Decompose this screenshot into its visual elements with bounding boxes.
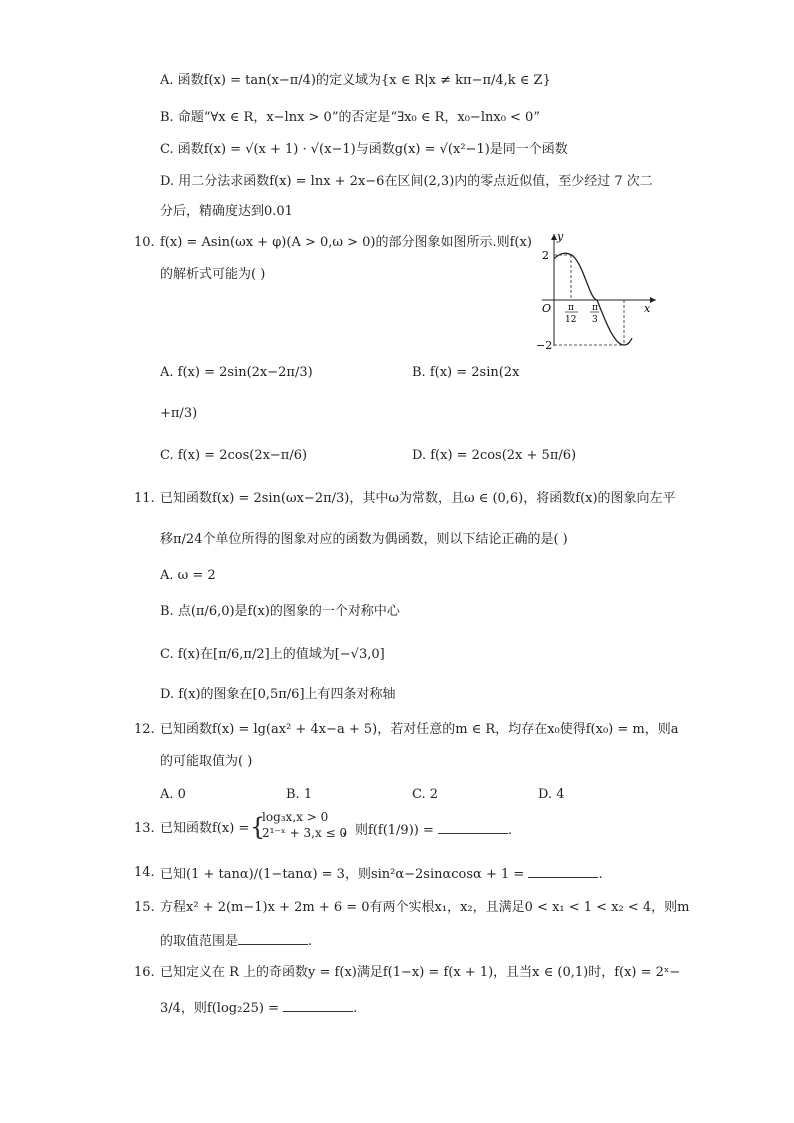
q16-answer-blank[interactable] xyxy=(283,998,353,1012)
q14-answer-blank[interactable] xyxy=(528,864,598,878)
q10-option-a: A. f(x) = 2sin(2x−2π/3) xyxy=(160,365,313,380)
q12-option-d: D. 4 xyxy=(538,787,565,802)
q12-stem-line1: 已知函数f(x) = lg(ax² + 4x−a + 5)，若对任意的m ∈ R，均存在x₀使得f(x₀) = m，则a xyxy=(160,722,679,737)
q13-stem-start: 已知函数f(x) = xyxy=(160,821,250,836)
graph-origin-label: O xyxy=(542,302,552,315)
q14-stem xyxy=(160,864,603,884)
q16-period: . xyxy=(353,1001,358,1016)
q15-stem-line2 xyxy=(160,931,312,951)
q13-period: . xyxy=(508,823,513,838)
q14-number: 14. xyxy=(134,865,155,880)
q16-stem-line2 xyxy=(160,998,357,1018)
graph-tick2-num: π xyxy=(592,303,598,313)
q16-stem-line1: 已知定义在 R 上的奇函数y = f(x)满足f(1−x) = f(x + 1)，且当x ∈ (0,1)时，f(x) = 2ˣ− xyxy=(160,965,681,980)
q10-option-d: D. f(x) = 2cos(2x + 5π/6) xyxy=(412,448,577,463)
q13-case2: 2¹⁻ˣ + 3,x ≤ 0 xyxy=(262,826,348,840)
q10-stem-line1: f(x) = Asin(ωx + φ)(A > 0,ω > 0)的部分图象如图所示.则f(x) xyxy=(160,235,532,250)
q16-stem-text: 3/4，则f(log₂25) = xyxy=(160,1001,279,1016)
q10-number: 10. xyxy=(134,235,155,250)
graph-y-label: y xyxy=(557,230,564,243)
q12-option-a: A. 0 xyxy=(160,787,186,802)
q9-option-c: C. 函数f(x) = √(x + 1) · √(x−1)与函数g(x) = √(x²−1)是同一个函数 xyxy=(160,142,568,157)
graph-tick2-den: 3 xyxy=(592,315,598,325)
q9-option-a: A. 函数f(x) = tan(x−π/4)的定义域为{x ∈ R|x ≠ kπ−π/4,k ∈ Z} xyxy=(160,73,551,88)
q11-option-b: B. 点(π/6,0)是f(x)的图象的一个对称中心 xyxy=(160,604,400,619)
q15-period: . xyxy=(308,934,313,949)
q11-stem-line1: 已知函数f(x) = 2sin(ωx−2π/3)，其中ω为常数，且ω ∈ (0,6)，将函数f(x)的图象向左平 xyxy=(160,491,676,506)
q10-option-b-line1: B. f(x) = 2sin(2x xyxy=(412,365,520,380)
q11-option-a: A. ω = 2 xyxy=(160,568,216,583)
q13-number: 13. xyxy=(134,821,155,836)
q16-number: 16. xyxy=(134,965,155,980)
q11-stem-line2: 移π/24个单位所得的图象对应的函数为偶函数，则以下结论正确的是( ) xyxy=(160,532,568,547)
q13-brace: { xyxy=(250,813,266,841)
q15-stem-line1: 方程x² + 2(m−1)x + 2m + 6 = 0有两个实根x₁，x₂，且满足0 < x₁ < 1 < x₂ < 4，则m xyxy=(160,900,690,915)
q14-stem-expression: 已知(1 + tanα)/(1−tanα) = 3，则sin²α−2sinαcosα + 1 = xyxy=(160,867,525,882)
q15-stem-text: 的取值范围是 xyxy=(160,934,239,949)
q13-stem-expression: ，则f(f(1/9)) = xyxy=(342,823,434,838)
q9-option-b: B. 命题“∀x ∈ R，x−lnx > 0”的否定是“∃x₀ ∈ R，x₀−lnx₀ < 0” xyxy=(160,110,540,125)
q10-option-b-line2: +π/3) xyxy=(160,406,198,421)
q10-sine-graph xyxy=(532,228,662,354)
q11-option-c: C. f(x)在[π/6,π/2]上的值域为[−√3,0] xyxy=(160,647,385,662)
graph-tick1-num: π xyxy=(568,303,574,313)
q11-option-d: D. f(x)的图象在[0,5π/6]上有四条对称轴 xyxy=(160,687,396,702)
q14-period: . xyxy=(598,867,603,882)
q10-option-c: C. f(x) = 2cos(2x−π/6) xyxy=(160,448,308,463)
q15-answer-blank[interactable] xyxy=(238,931,308,945)
q13-answer-blank[interactable] xyxy=(438,820,508,834)
q12-option-b: B. 1 xyxy=(286,787,313,802)
q13-case1: log₃x,x > 0 xyxy=(262,810,329,824)
q12-number: 12. xyxy=(134,722,155,737)
q10-stem-line2: 的解析式可能为( ) xyxy=(160,267,266,282)
q9-option-d-line1: D. 用二分法求函数f(x) = lnx + 2x−6在区间(2,3)内的零点近似值，至少经过 7 次二 xyxy=(160,174,653,189)
graph-ymax-label: 2 xyxy=(542,249,549,262)
q12-option-c: C. 2 xyxy=(412,787,439,802)
q12-stem-line2: 的可能取值为( ) xyxy=(160,754,253,769)
graph-tick1-den: 12 xyxy=(565,315,577,325)
q13-stem-end xyxy=(342,820,512,840)
q11-number: 11. xyxy=(134,491,155,506)
graph-x-label: x xyxy=(644,302,651,315)
graph-ymin-label: −2 xyxy=(536,339,553,352)
q15-number: 15. xyxy=(134,900,155,915)
q9-option-d-line2: 分后，精确度达到0.01 xyxy=(160,204,293,219)
